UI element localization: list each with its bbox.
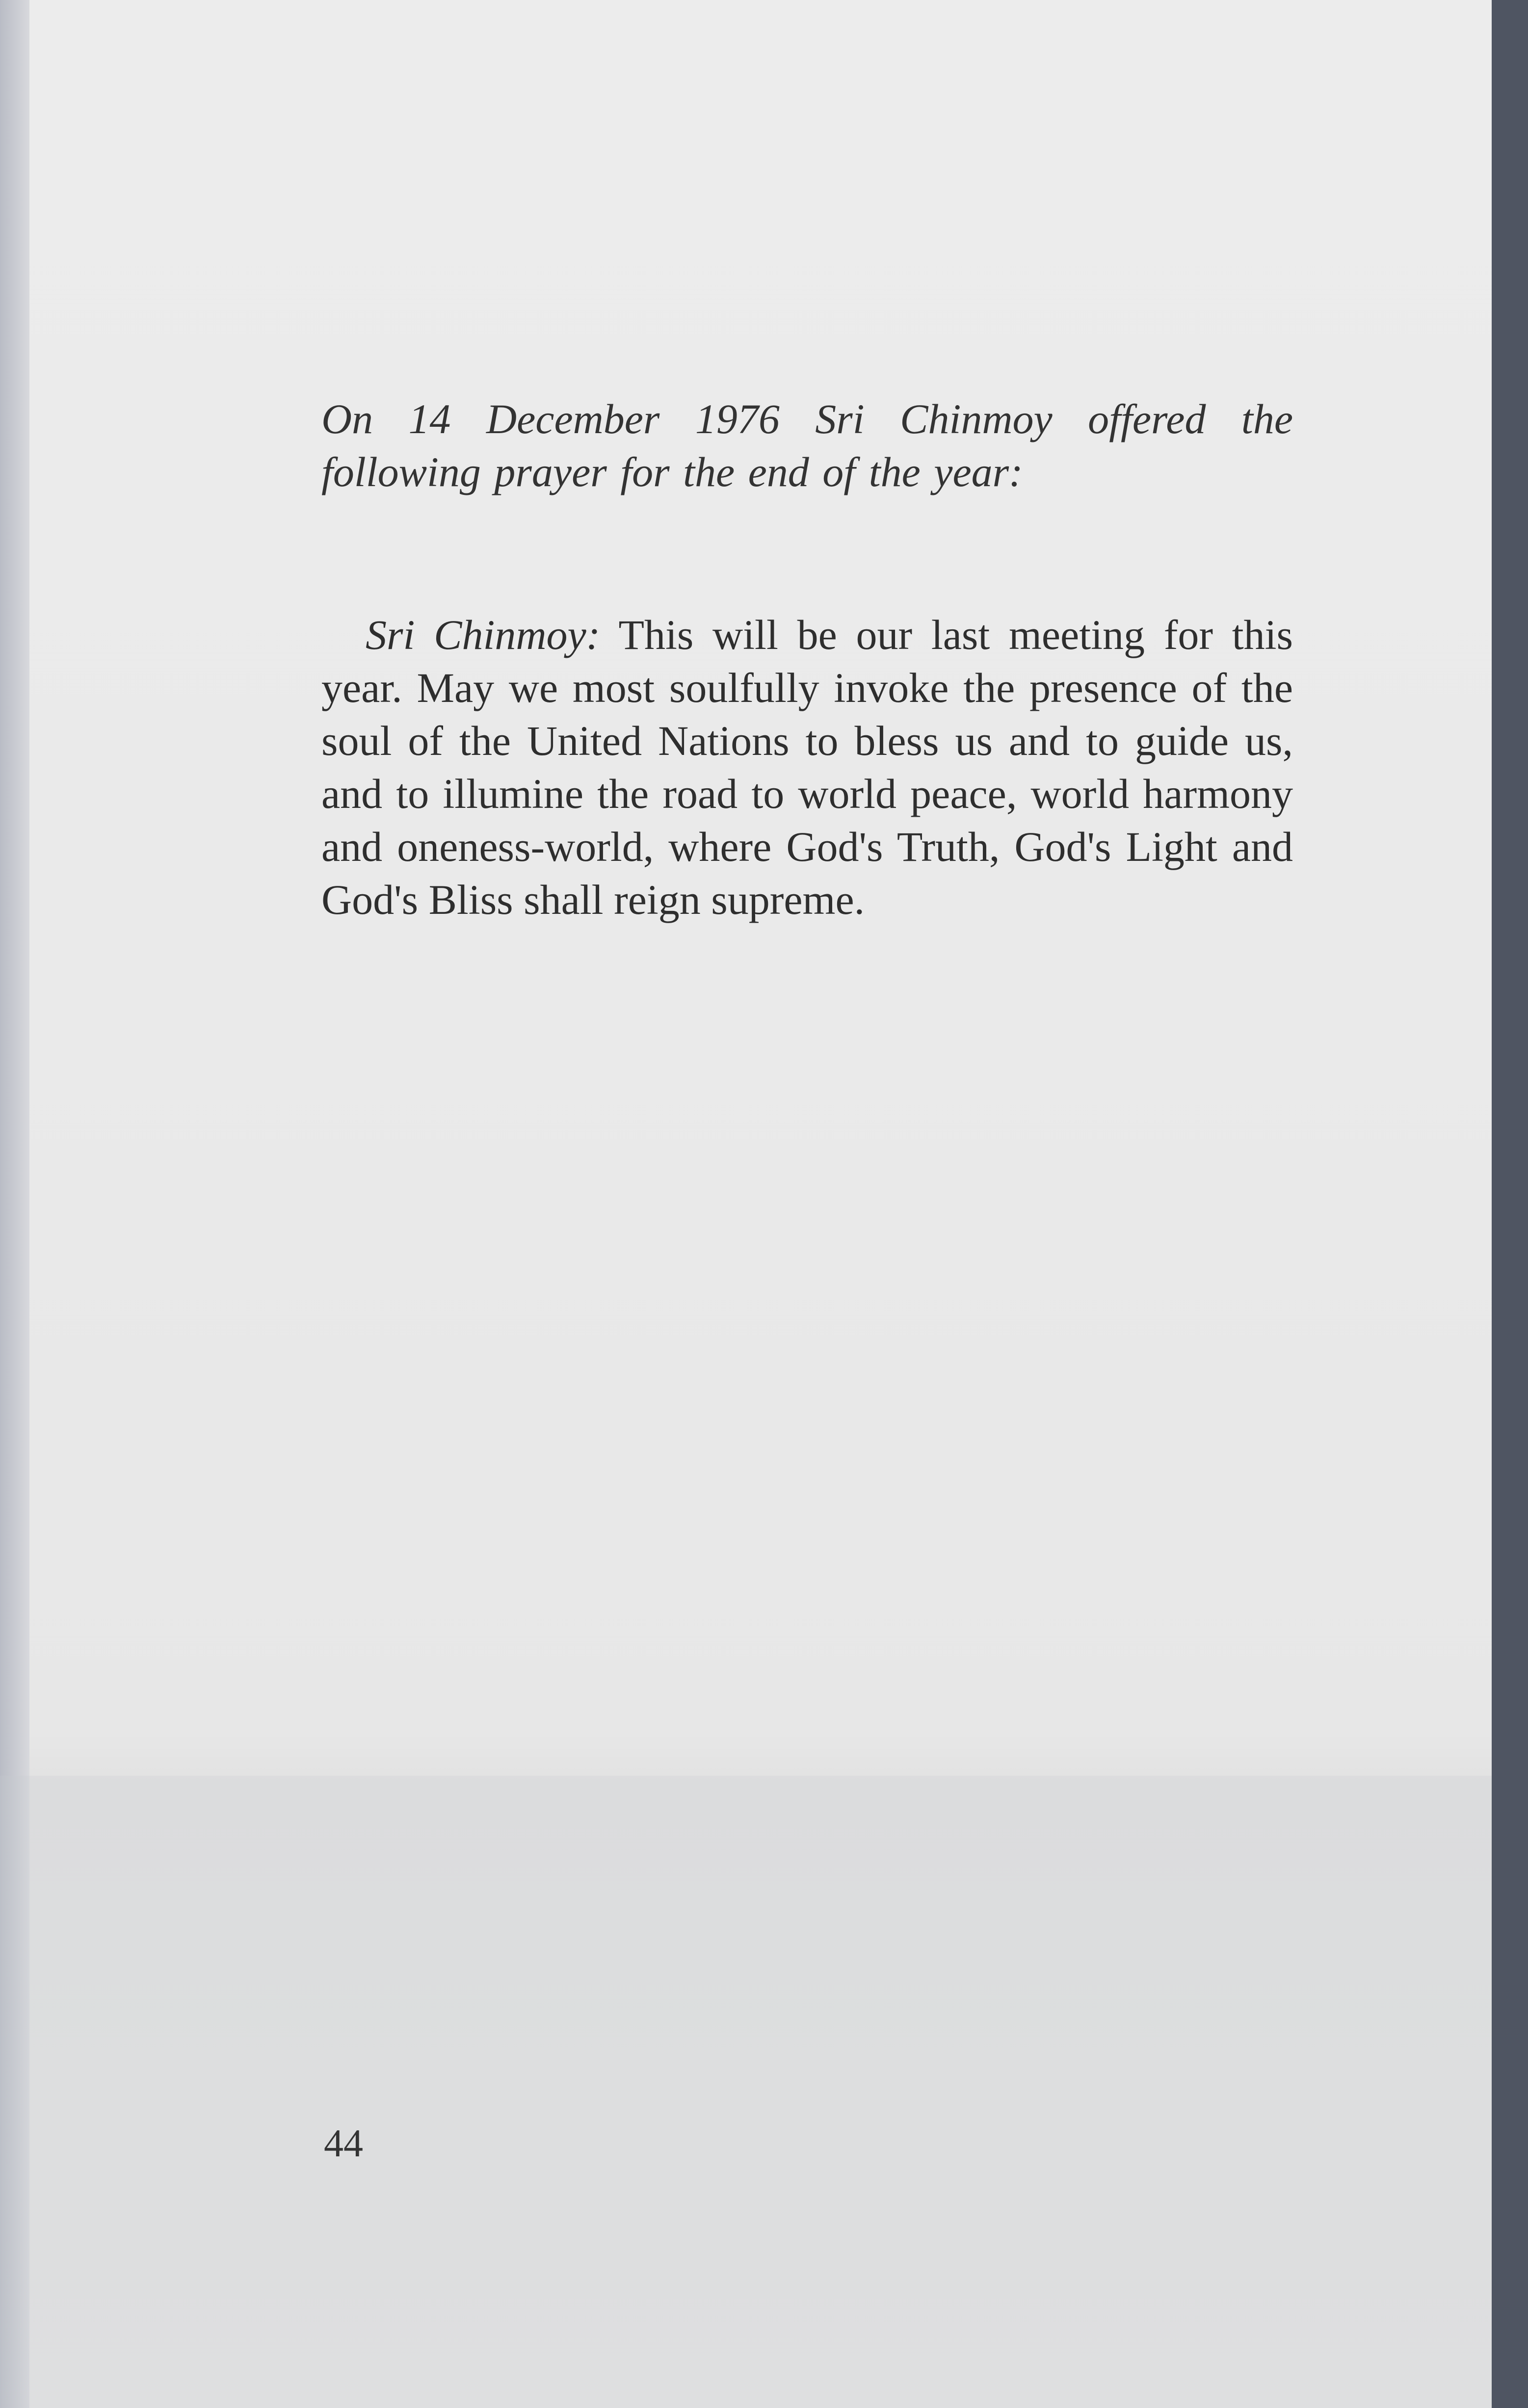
page-lower-tone (0, 1776, 1492, 2408)
intro-paragraph: On 14 December 1976 Sri Chinmoy offered the following prayer for the end of the year: (321, 395, 1293, 495)
prayer-paragraph (321, 608, 1293, 926)
scan-right-edge (1492, 0, 1528, 2408)
page-number: 44 (324, 2122, 363, 2165)
speaker-label: Sri Chinmoy: (366, 611, 601, 658)
prayer-text: This will be our last meeting for this year. May we most soulfully invoke the presence of the soul of the United Nations to bless us and to guide us, and to illumine the road to world peace, world harmony and oneness-world, where God's Truth, God's Light and God's Bliss shall reign supreme. (321, 611, 1293, 923)
